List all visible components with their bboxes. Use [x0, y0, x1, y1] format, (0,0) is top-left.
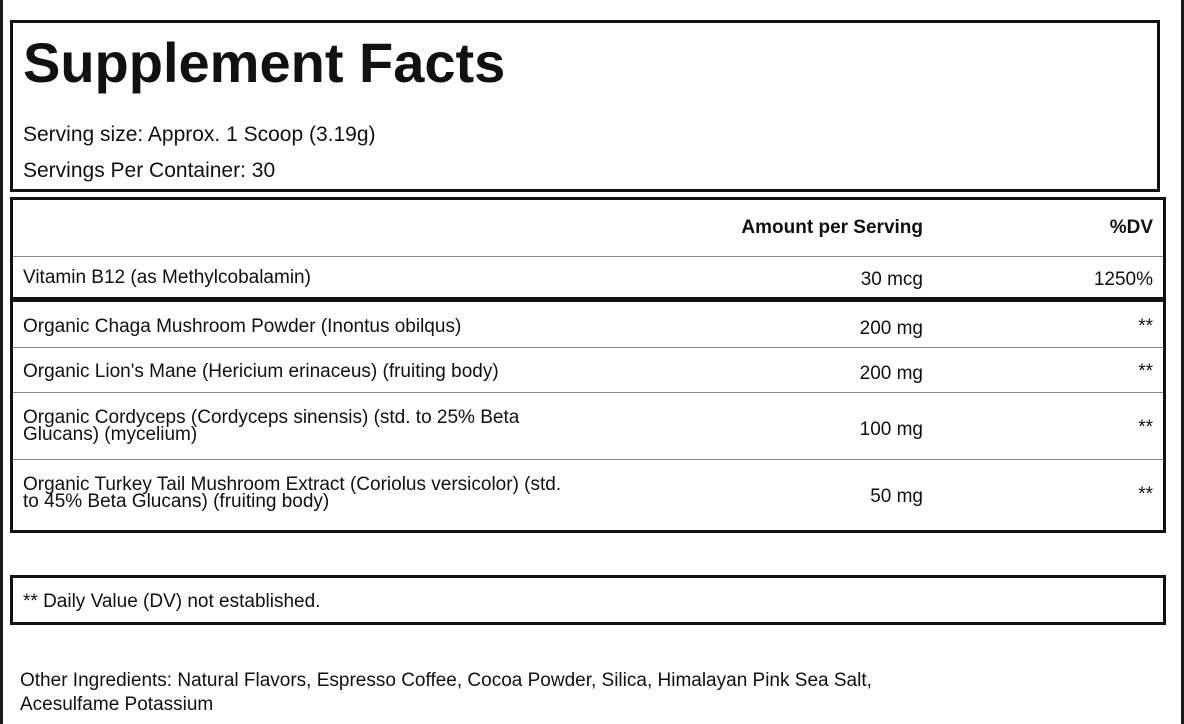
- ingredient-name-line-1: Organic Turkey Tail Mushroom Extract (Coriolus versicolor) (std.: [23, 474, 562, 495]
- column-header-amount: Amount per Serving: [741, 217, 923, 238]
- ingredient-amount: 200 mg: [859, 318, 923, 339]
- ingredient-name-line-2: to 45% Beta Glucans) (fruiting body): [23, 491, 330, 512]
- daily-value-footnote: ** Daily Value (DV) not established.: [23, 591, 321, 612]
- ingredient-amount: 200 mg: [859, 363, 923, 384]
- serving-size: Serving size: Approx. 1 Scoop (3.19g): [23, 123, 376, 146]
- ingredient-dv: **: [1138, 361, 1153, 382]
- table-row: [13, 393, 1163, 459]
- servings-per-container: Servings Per Container: 30: [23, 159, 276, 182]
- table-header-row: [13, 200, 1163, 256]
- ingredient-amount: 100 mg: [859, 419, 923, 440]
- table-row: [13, 460, 1163, 530]
- ingredient-amount: 50 mg: [870, 486, 923, 507]
- ingredient-name: Organic Lion's Mane (Hericium erinaceus) (fruiting body): [23, 361, 499, 382]
- ingredients-table: [10, 197, 1166, 533]
- ingredient-name-line-2: Glucans) (mycelium): [23, 424, 198, 445]
- ingredient-name: [23, 476, 561, 510]
- ingredient-name: Organic Chaga Mushroom Powder (Inontus obilqus): [23, 316, 462, 337]
- table-row: [13, 302, 1163, 347]
- table-row: [13, 348, 1163, 392]
- supplement-facts-header: [10, 20, 1160, 192]
- left-frame-border: [0, 0, 3, 724]
- table-row: [13, 257, 1163, 297]
- ingredient-dv: **: [1138, 484, 1153, 505]
- daily-value-footnote-box: [10, 575, 1166, 625]
- other-ingredients: [20, 669, 1120, 717]
- ingredient-dv: **: [1138, 417, 1153, 438]
- other-ingredients-line-1: Other Ingredients: Natural Flavors, Espresso Coffee, Cocoa Powder, Silica, Himalayan Pink Sea Salt,: [20, 670, 872, 691]
- ingredient-name-line-1: Organic Cordyceps (Cordyceps sinensis) (std. to 25% Beta: [23, 407, 520, 428]
- page-title: Supplement Facts: [23, 31, 506, 94]
- ingredient-name: [23, 409, 519, 443]
- column-header-dv: %DV: [1109, 217, 1153, 238]
- ingredient-name: Vitamin B12 (as Methylcobalamin): [23, 267, 311, 288]
- other-ingredients-line-2: Acesulfame Potassium: [20, 694, 214, 715]
- ingredient-dv: 1250%: [1093, 269, 1153, 290]
- ingredient-dv: **: [1138, 316, 1153, 337]
- ingredient-amount: 30 mcg: [860, 269, 923, 290]
